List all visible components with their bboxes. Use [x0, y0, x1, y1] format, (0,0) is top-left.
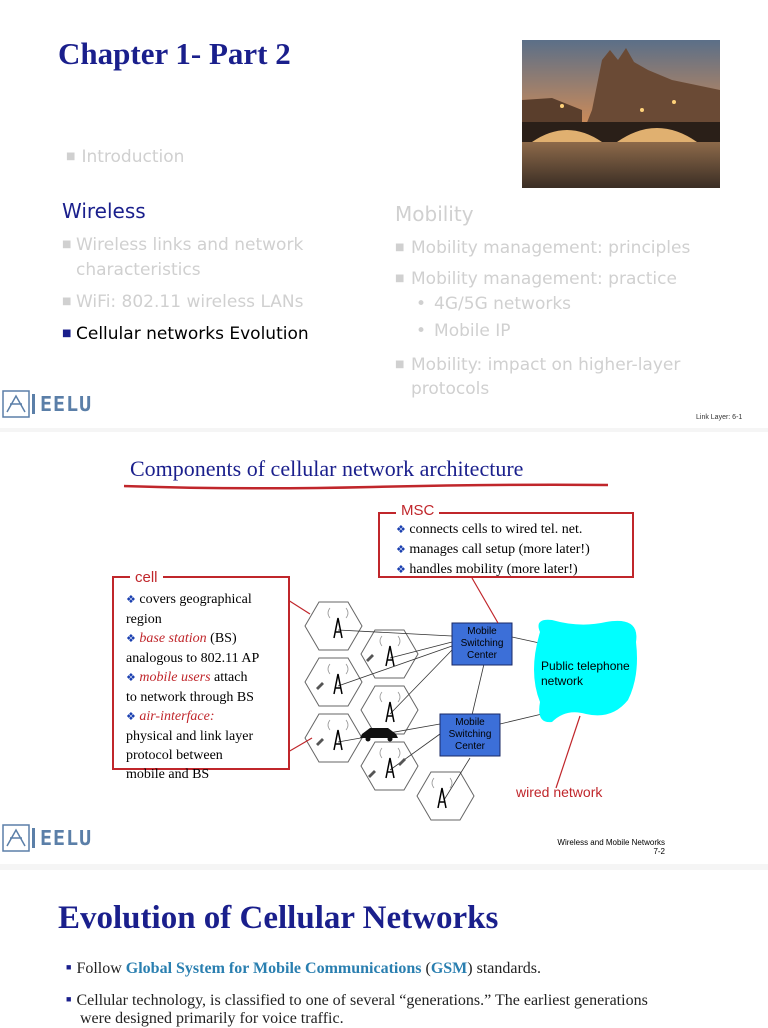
wireless-item-active: ■ Cellular networks Evolution [62, 324, 309, 344]
mobility-subitem: • 4G/5G networks [416, 294, 572, 314]
mobility-item: ■ Mobility management: principles [395, 238, 691, 258]
evolution-title: Evolution of Cellular Networks [58, 900, 499, 936]
mobility-item: ■ Mobility management: practice [395, 269, 677, 289]
slide-1 [0, 0, 768, 432]
pstn-label: Public telephone network [541, 659, 630, 688]
mobility-item: ■ Mobility: impact on higher-layer [395, 355, 681, 375]
wireless-item: ■ WiFi: 802.11 wireless LANs [62, 292, 304, 312]
city-bridge-photo [522, 40, 720, 188]
msc-callout-label: MSC [396, 502, 439, 519]
eelu-logo [2, 390, 93, 418]
eelu-logo [2, 824, 93, 852]
evolution-bullet: ■ Cellular technology, is classified to one of several “generations.” The earliest generations were designed primarily for voice traffic. [66, 992, 648, 1027]
msc-callout: ❖ connects cells to wired tel. net. ❖ manages call setup (more later!) ❖ handles mobility (more later!) [378, 512, 634, 578]
hex-cell [361, 686, 418, 734]
hex-cell [305, 602, 362, 650]
mobility-subitem: • Mobile IP [416, 321, 511, 341]
slide-3 [0, 870, 768, 1027]
hex-cell [305, 658, 362, 706]
eelu-logo-text: EELU [40, 826, 93, 850]
msc-box-top-label: Mobile Switching Center [460, 626, 504, 661]
wireless-item: ■ Wireless links and network [62, 235, 304, 255]
intro-item: ■ Introduction [66, 147, 185, 167]
wireless-heading: Wireless [62, 199, 146, 223]
mobility-item-cont: protocols [411, 379, 490, 399]
evolution-bullet: ■ Follow Global System for Mobile Communications (GSM) standards. [66, 960, 542, 977]
diagram-title: Components of cellular network architecture [130, 456, 524, 481]
slide-2 [0, 432, 768, 864]
cell-callout: ❖ covers geographical region ❖ base station (BS) analogous to 802.11 AP ❖ mobile users attach to network through BS ❖ air-interface: physical and link layer protocol between mobile and BS [112, 576, 290, 770]
hex-cell [361, 742, 418, 790]
msc-box-bottom-label: Mobile Switching Center [448, 717, 492, 752]
mobility-heading: Mobility [395, 202, 474, 226]
wireless-item-cont: characteristics [76, 260, 201, 280]
cell-callout-label: cell [130, 569, 163, 586]
hex-cell [417, 772, 474, 820]
slide-footer: Link Layer: 6-1 [696, 414, 743, 421]
page-title: Chapter 1- Part 2 [58, 36, 291, 71]
hex-cell [305, 714, 362, 762]
hex-cell [361, 630, 418, 678]
wired-network-label: wired network [516, 784, 603, 800]
eelu-logo-text: EELU [40, 392, 93, 416]
slide-footer: Wireless and Mobile Networks 7-2 [557, 838, 665, 856]
